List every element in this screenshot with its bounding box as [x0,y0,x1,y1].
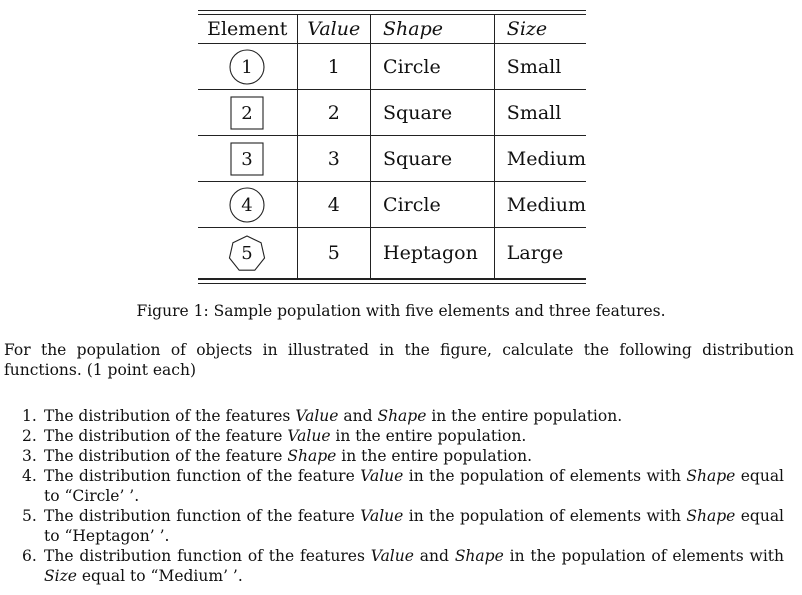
table-row [198,136,586,182]
cell-element [198,182,297,228]
question-text: The distribution function of the features [44,547,371,565]
cell-size: Large [494,228,586,279]
intro-paragraph: For the population of objects in illustrated in the figure, calculate the following distribution functions. (1 point each) [4,341,794,379]
question-text: in the population of elements with [403,507,687,525]
question-number: 1. [22,407,37,425]
feature-name: Shape [686,467,736,485]
element-number: 1 [241,56,254,78]
question-number: 2. [22,427,37,445]
population-table-grid [198,15,586,279]
table-row [198,182,586,228]
cell-value: 5 [297,228,370,279]
question-text: equal to “Circle’ ’. [44,467,785,505]
cell-value: 1 [297,44,370,90]
question-item [22,466,784,506]
feature-name: Value [360,467,404,485]
feature-name: Value [370,547,414,565]
question-number: 3. [22,447,37,465]
feature-name: Value [287,427,331,445]
header-size: Size [494,15,586,44]
circle-icon [227,185,267,225]
feature-name: Shape [454,547,504,565]
cell-element [198,44,297,90]
table-header-row [198,15,586,44]
feature-name: Shape [686,507,736,525]
question-text: The distribution of the feature [44,427,288,445]
square-icon [227,93,267,133]
feature-name: Shape [377,407,427,425]
header-element: Element [198,15,297,44]
feature-name: Shape [287,447,337,465]
table-row [198,228,586,279]
square-icon [227,139,267,179]
feature-name: Value [295,407,339,425]
cell-value: 2 [297,90,370,136]
feature-name: Size [44,567,77,585]
cell-shape: Circle [371,44,495,90]
question-number: 5. [22,507,37,525]
heptagon-icon [227,233,267,273]
question-text: in the population of elements with [403,467,687,485]
question-item [22,406,784,426]
element-number: 4 [241,194,254,216]
table-row [198,44,586,90]
cell-element [198,136,297,182]
cell-size: Small [494,90,586,136]
question-text: and [413,547,455,565]
cell-shape: Square [371,90,495,136]
cell-size: Medium [494,182,586,228]
question-text: in the entire population. [426,407,623,425]
cell-element [198,228,297,279]
element-number: 2 [241,102,254,124]
question-list [22,406,784,586]
cell-value: 3 [297,136,370,182]
question-item [22,426,784,446]
question-text: equal to “Medium’ ’. [76,567,243,585]
cell-shape: Circle [371,182,495,228]
question-text: in the entire population. [336,447,533,465]
question-text: in the entire population. [330,427,527,445]
feature-name: Value [360,507,404,525]
header-value: Value [297,15,370,44]
question-text: equal to “Heptagon’ ’. [44,507,785,545]
question-number: 6. [22,547,37,565]
question-item [22,546,784,586]
header-shape: Shape [371,15,495,44]
element-number: 3 [241,148,254,170]
population-table [198,10,586,284]
question-text: The distribution of the features [44,407,296,425]
question-number: 4. [22,467,37,485]
element-number: 5 [241,243,254,264]
circle-icon [227,47,267,87]
cell-size: Small [494,44,586,90]
table-row [198,90,586,136]
question-text: in the population of elements with [503,547,784,565]
question-item [22,506,784,546]
question-item [22,446,784,466]
cell-value: 4 [297,182,370,228]
table-bottom-rule [198,279,586,284]
question-text: The distribution of the feature [44,447,288,465]
figure-caption: Figure 1: Sample population with five elements and three features. [136,302,666,320]
cell-size: Medium [494,136,586,182]
question-text: The distribution function of the feature [44,467,361,485]
question-text: and [338,407,378,425]
cell-shape: Square [371,136,495,182]
cell-element [198,90,297,136]
cell-shape: Heptagon [371,228,495,279]
question-text: The distribution function of the feature [44,507,361,525]
